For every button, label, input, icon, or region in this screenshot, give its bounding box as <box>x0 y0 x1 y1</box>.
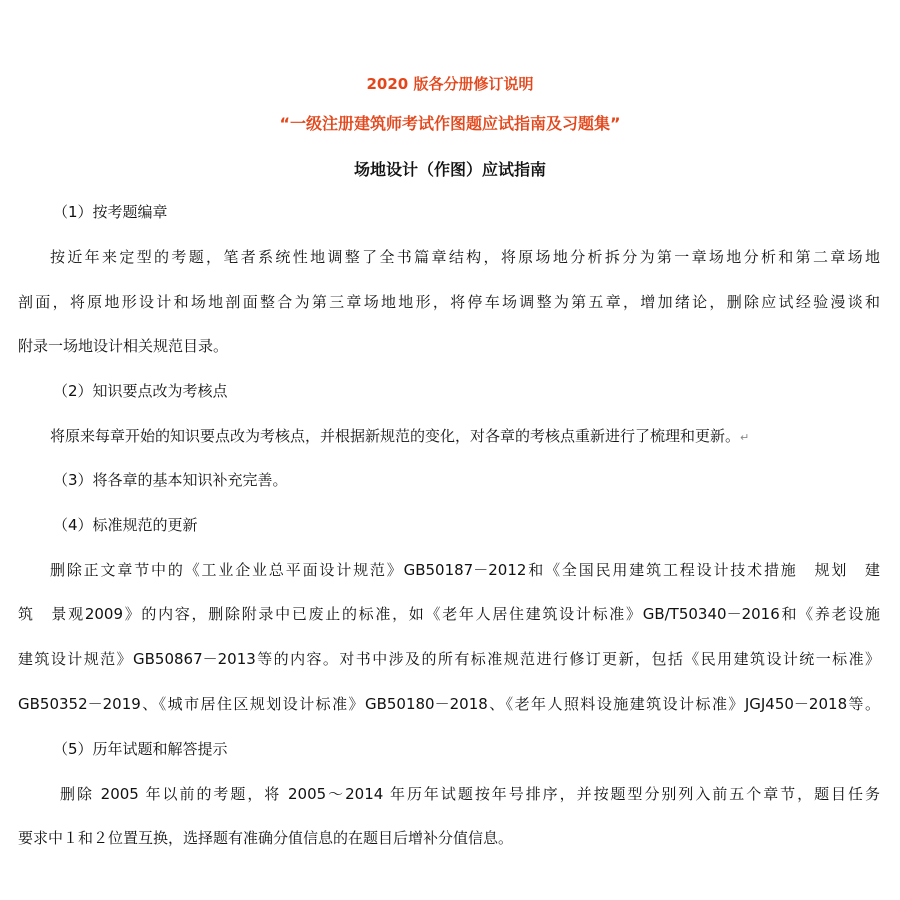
paragraph-line <box>50 426 880 448</box>
section-heading: （1）按考题编章 <box>53 203 168 221</box>
paragraph-line: 按近年来定型的考题，笔者系统性地调整了全书篇章结构，将原场地分析拆分为第一章场地分析和第二章场地 <box>50 248 880 266</box>
section-heading: （3）将各章的基本知识补充完善。 <box>53 471 288 489</box>
paragraph-line: 筑 景观2009》的内容，删除附录中已废止的标准，如《老年人居住建筑设计标准》GB/T50340－2016和《养老设施 <box>18 605 880 623</box>
section-heading: （4）标准规范的更新 <box>53 516 198 534</box>
paragraph-line: 删除 2005 年以前的考题，将 2005～2014 年历年试题按年号排序，并按题型分别列入前五个章节，题目任务 <box>60 785 880 803</box>
return-mark-icon: ↵ <box>740 431 750 444</box>
paragraph-line: 删除正文章节中的《工业企业总平面设计规范》GB50187－2012和《全国民用建筑工程设计技术措施 规划 建 <box>50 561 880 579</box>
paragraph-line: 建筑设计规范》GB50867－2013等的内容。对书中涉及的所有标准规范进行修订更新，包括《民用建筑设计统一标准》 <box>18 650 880 668</box>
volume-title: 场地设计（作图）应试指南 <box>353 160 546 179</box>
section-heading: （5）历年试题和解答提示 <box>53 740 228 758</box>
section-heading: （2）知识要点改为考核点 <box>53 382 228 400</box>
paragraph-line: 附录一场地设计相关规范目录。 <box>18 337 229 355</box>
book-title: “一级注册建筑师考试作图题应试指南及习题集” <box>279 114 621 133</box>
revision-title: 2020 版各分册修订说明 <box>366 75 534 93</box>
paragraph-line: 要求中１和２位置互换，选择题有准确分值信息的在题目后增补分值信息。 <box>18 829 514 847</box>
paragraph-text: 将原来每章开始的知识要点改为考核点，并根据新规范的变化，对各章的考核点重新进行了梳理和更新。 <box>50 427 741 445</box>
paragraph-line: 剖面，将原地形设计和场地剖面整合为第三章场地地形，将停车场调整为第五章，增加绪论，删除应试经验漫谈和 <box>18 293 880 311</box>
paragraph-line: GB50352－2019、《城市居住区规划设计标准》GB50180－2018、《老年人照料设施建筑设计标准》JGJ450－2018等。 <box>18 695 880 713</box>
